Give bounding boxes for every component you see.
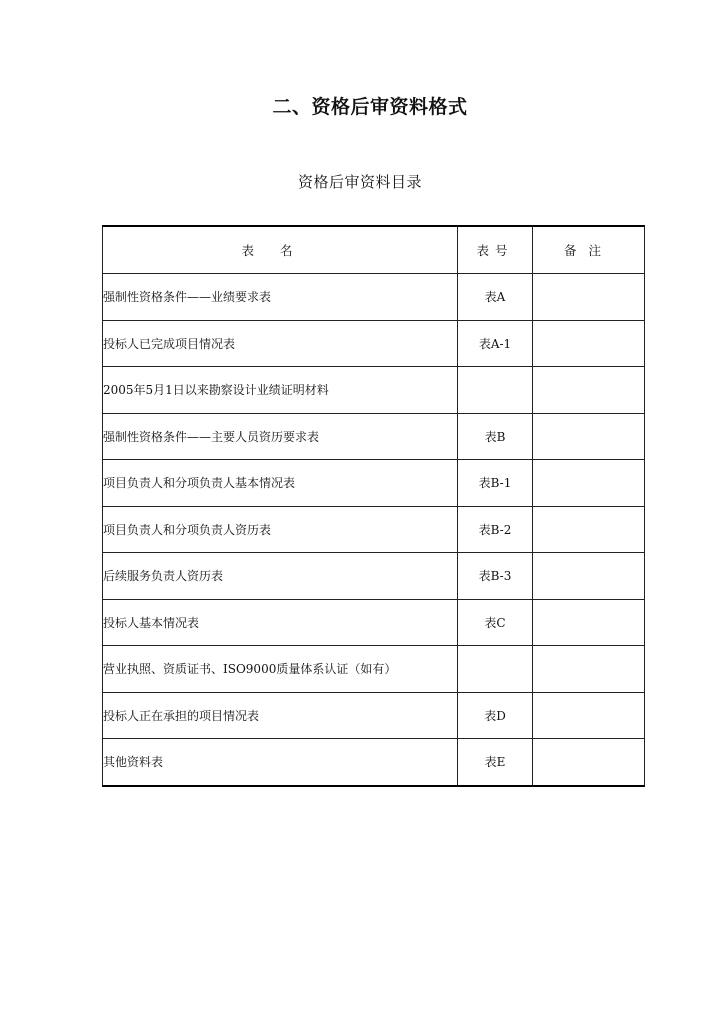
form-name-cell: 项目负责人和分项负责人基本情况表	[103, 460, 458, 507]
form-name-cell: 投标人已完成项目情况表	[103, 320, 458, 367]
form-number-cell	[458, 646, 533, 693]
header-remarks: 备注	[533, 226, 645, 274]
table-row	[103, 506, 645, 553]
form-number-cell: 表E	[458, 739, 533, 786]
document-subtitle: 资格后审资料目录	[297, 173, 422, 191]
table-row	[103, 646, 645, 693]
remarks-cell	[533, 599, 645, 646]
remarks-cell	[533, 553, 645, 600]
table-row	[103, 413, 645, 460]
catalog-table	[102, 225, 645, 787]
table-row	[103, 599, 645, 646]
form-number-cell: 表D	[458, 692, 533, 739]
header-form-name: 表名	[103, 226, 458, 274]
remarks-cell	[533, 320, 645, 367]
header-form-number: 表号	[458, 226, 533, 274]
remarks-cell	[533, 739, 645, 786]
form-name-cell: 2005年5月1日以来勘察设计业绩证明材料	[103, 367, 458, 414]
form-name-cell: 项目负责人和分项负责人资历表	[103, 506, 458, 553]
form-name-cell: 投标人基本情况表	[103, 599, 458, 646]
page-title: 二、资格后审资料格式	[272, 96, 468, 118]
remarks-cell	[533, 506, 645, 553]
remarks-cell	[533, 692, 645, 739]
form-number-cell: 表B-2	[458, 506, 533, 553]
table-header-row	[103, 226, 645, 274]
remarks-cell	[533, 367, 645, 414]
form-name-cell: 营业执照、资质证书、ISO9000质量体系认证（如有）	[103, 646, 458, 693]
remarks-cell	[533, 274, 645, 321]
table-row	[103, 274, 645, 321]
remarks-cell	[533, 460, 645, 507]
table-row	[103, 692, 645, 739]
remarks-cell	[533, 413, 645, 460]
form-number-cell: 表C	[458, 599, 533, 646]
form-number-cell: 表B-3	[458, 553, 533, 600]
form-name-cell: 强制性资格条件——主要人员资历要求表	[103, 413, 458, 460]
form-number-cell: 表A-1	[458, 320, 533, 367]
table-row	[103, 553, 645, 600]
table-row	[103, 320, 645, 367]
form-name-cell: 强制性资格条件——业绩要求表	[103, 274, 458, 321]
remarks-cell	[533, 646, 645, 693]
form-number-cell	[458, 367, 533, 414]
table-row	[103, 460, 645, 507]
table-row	[103, 367, 645, 414]
form-name-cell: 其他资料表	[103, 739, 458, 786]
form-number-cell: 表B-1	[458, 460, 533, 507]
table-row	[103, 739, 645, 786]
form-number-cell: 表B	[458, 413, 533, 460]
form-number-cell: 表A	[458, 274, 533, 321]
form-name-cell: 投标人正在承担的项目情况表	[103, 692, 458, 739]
form-name-cell: 后续服务负责人资历表	[103, 553, 458, 600]
